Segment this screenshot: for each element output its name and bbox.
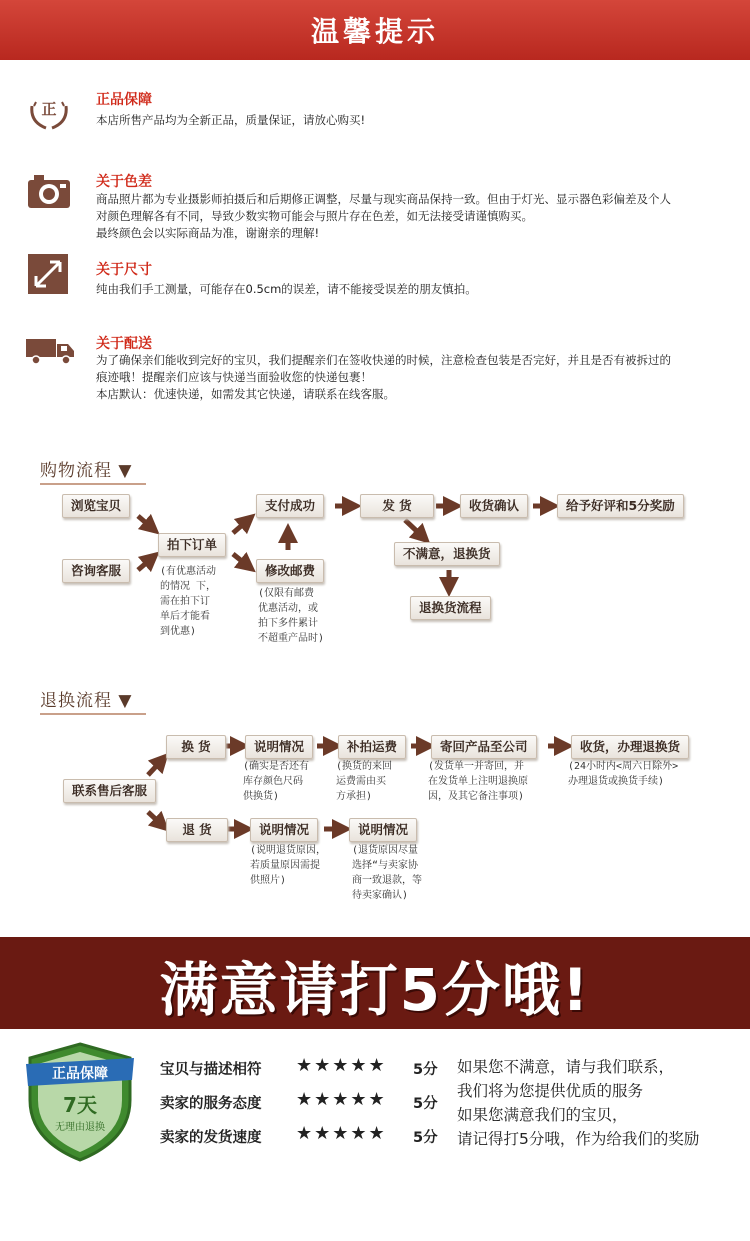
flow-send-back: 寄回产品至公司 [431, 735, 537, 759]
flow-browse: 浏览宝贝 [62, 494, 130, 518]
return-flow-title: 退换流程 ▼ [40, 686, 150, 711]
flow-ship: 发 货 [360, 494, 434, 518]
rating-score: 5分 [413, 1062, 438, 1078]
flow-note-explain1: (确实是否还有 库存颜色尺码 供换货) [243, 761, 310, 802]
svg-text:正: 正 [41, 100, 57, 118]
flow-receive-process: 收货，办理退换货 [571, 735, 689, 759]
badge-line2: 7天 [63, 1093, 97, 1117]
flow-consult: 咨询客服 [62, 559, 130, 583]
rating-stars: ★★★★★ [296, 1055, 387, 1076]
flow-refund: 退 货 [166, 818, 228, 842]
flow-explain-2: 说明情况 [250, 818, 318, 842]
badge-line3: 无理由退换 [55, 1122, 105, 1133]
flow-note-24h: (24小时内<周六日除外> 办理退货或换货手续) [568, 761, 679, 787]
flow-note-order: (有优惠活动 的情况 下， 需在拍下订 单后才能看 到优惠) [160, 566, 217, 637]
flow-note-explain3: (退货原因尽量 选择“与卖家协 商一致退款，等 待卖家确认) [352, 845, 422, 901]
notice-title: 关于尺寸 [96, 262, 152, 278]
flow-return-link[interactable]: 退换货流程 [410, 596, 491, 620]
flow-receive: 收货确认 [460, 494, 528, 518]
flow-explain-3: 说明情况 [349, 818, 417, 842]
shopping-flow-title: 购物流程 ▼ [40, 456, 150, 481]
flow-unsatisfied: 不满意，退换货 [394, 542, 500, 566]
flow-note-sendback: (发货单一并寄回，并 在发货单上注明退换原 因，及其它备注事项) [428, 761, 528, 802]
flow-review: 给予好评和5分奖励 [557, 494, 684, 518]
flow-note-postage: (仅限有邮费 优惠活动，或 拍下多件累计 不超重产品时) [258, 588, 325, 644]
flow-pay-freight: 补拍运费 [338, 735, 406, 759]
flow-contact-service: 联系售后客服 [63, 779, 156, 803]
rating-stars: ★★★★★ [296, 1123, 387, 1144]
notice-title: 关于色差 [96, 174, 152, 190]
flow-modify-postage: 修改邮费 [256, 559, 324, 583]
banner-text: 满意请打5分哦! [159, 956, 591, 1024]
notice-text: 商品照片都为专业摄影师拍摄后和后期修正调整，尽量与现实商品保持一致。但由于灯光、显示器色彩偏差及个人 对颜色理解各有不同，导致少数实物可能会与照片存在色差，如无法接受请谨慎购买。 最终颜色会以实际商品为准，谢谢亲的理解! [96, 192, 671, 240]
rating-label: 卖家的发货速度 [160, 1130, 262, 1146]
page-title: 温馨提示 [310, 15, 439, 48]
rating-score: 5分 [413, 1096, 438, 1112]
rating-score: 5分 [413, 1130, 438, 1146]
rating-banner [0, 937, 750, 1029]
notice-title: 关于配送 [96, 336, 152, 352]
flow-note-explain2: (说明退货原因， 若质量原因需提 供照片) [250, 845, 327, 886]
notice-text: 本店所售产品均为全新正品，质量保证，请放心购买! [96, 113, 366, 127]
flow-note-freight: (换货的来回 运费需由买 方承担) [336, 761, 393, 802]
notice-title: 正品保障 [96, 92, 152, 108]
guarantee-shield-badge [18, 1040, 142, 1164]
notice-text: 为了确保亲们能收到完好的宝贝，我们提醒亲们在签收快递的时候，注意检查包装是否完好，并且是否有被拆过的 痕迹哦！提醒亲们应该与快递当面验收您的快递包裹！ 本店默认：优速快递，如需发其它快递，请联系在线客服。 [96, 353, 671, 401]
rating-label: 卖家的服务态度 [160, 1096, 262, 1112]
badge-line1: 正品保障 [52, 1066, 108, 1082]
notice-text: 纯由我们手工测量，可能存在0.5cm的误差，请不能接受误差的朋友慎拍。 [96, 282, 477, 296]
flow-order: 拍下订单 [158, 533, 226, 557]
rating-stars: ★★★★★ [296, 1089, 387, 1110]
flow-exchange: 换 货 [166, 735, 226, 759]
flow-pay: 支付成功 [256, 494, 324, 518]
flow-explain-1: 说明情况 [245, 735, 313, 759]
rating-label: 宝贝与描述相符 [160, 1062, 262, 1078]
